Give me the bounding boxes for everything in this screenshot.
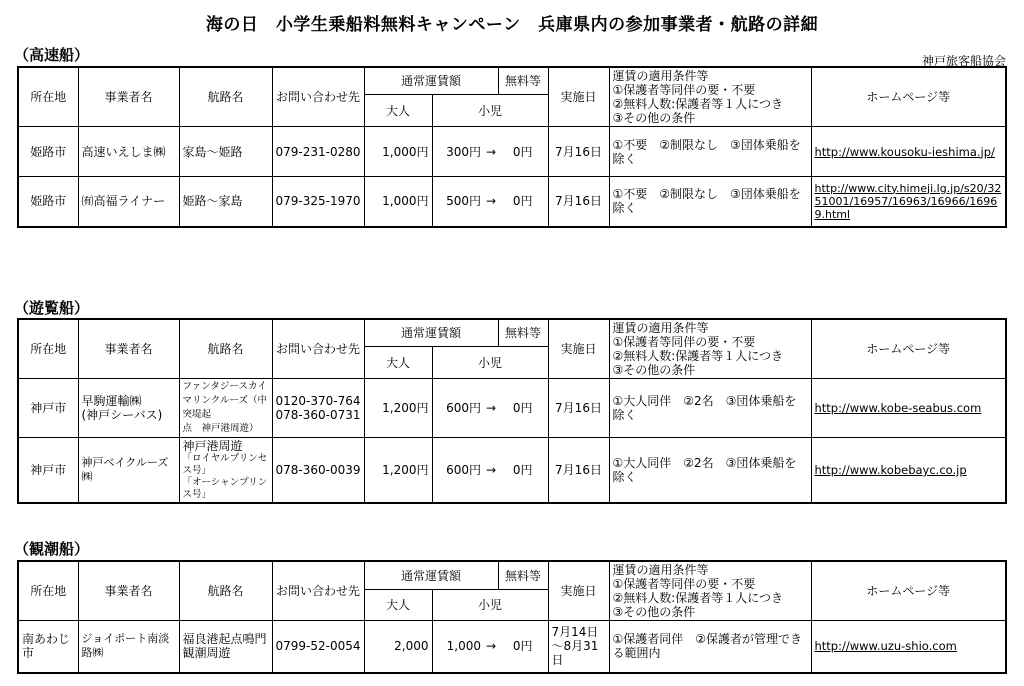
header-conditions-line: ②無料人数:保護者等１人につき	[612, 97, 784, 111]
header-date: 実施日	[548, 561, 609, 621]
header-conditions-line: ①保護者等同伴の要・不要	[612, 335, 756, 349]
cell-route	[179, 438, 272, 504]
header-location: 所在地	[18, 319, 78, 379]
operator-line: 早駒運輸㈱	[81, 394, 142, 408]
header-homepage: ホームページ等	[811, 319, 1006, 379]
cell-free-fare: 0円	[498, 177, 548, 227]
cell-arrow: →	[484, 438, 498, 504]
homepage-link[interactable]: http://www.uzu-shio.com	[811, 621, 1006, 673]
cell-arrow: →	[484, 379, 498, 438]
section-heading-highspeed: （高速船）	[14, 46, 90, 64]
cell-free-fare: 0円	[498, 379, 548, 438]
cell-conditions: ①大人同伴 ②2名 ③団体乗船を除く	[609, 379, 811, 438]
date-line: ～8月31日	[551, 639, 599, 668]
table-row	[18, 621, 1006, 673]
header-location: 所在地	[18, 67, 78, 127]
header-conditions-line: ①保護者等同伴の要・不要	[612, 83, 756, 97]
header-contact: お問い合わせ先	[272, 319, 364, 379]
contact-line: 0120-370-764	[275, 394, 361, 408]
header-conditions	[609, 319, 811, 379]
header-route: 航路名	[179, 67, 272, 127]
cell-conditions: ①不要 ②制限なし ③団体乗船を除く	[609, 127, 811, 177]
route-line: 点 神戸港周遊）	[182, 423, 259, 434]
cell-contact: 079-231-0280	[272, 127, 364, 177]
header-operator: 事業者名	[78, 67, 179, 127]
homepage-link[interactable]: http://www.kobebayc.co.jp	[811, 438, 1006, 504]
header-homepage: ホームページ等	[811, 67, 1006, 127]
table-row	[18, 379, 1006, 438]
fare-table-highspeed	[17, 66, 1007, 228]
cell-child-fare: 600円	[432, 438, 484, 504]
header-conditions-line: 運賃の適用条件等	[612, 563, 709, 577]
header-conditions-line: ②無料人数:保護者等１人につき	[612, 591, 784, 605]
cell-adult-fare: 1,000円	[364, 177, 432, 227]
header-adult: 大人	[364, 347, 432, 379]
route-line: 「オーシャンプリンス号」	[182, 477, 268, 500]
header-child: 小児	[432, 590, 548, 621]
organization-name: 神戸旅客船協会	[921, 54, 1006, 68]
header-free: 無料等	[498, 67, 548, 95]
header-conditions-line: ②無料人数:保護者等１人につき	[612, 349, 784, 363]
header-child: 小児	[432, 95, 548, 127]
header-conditions-line: 運賃の適用条件等	[612, 69, 709, 83]
fare-table-whirlpool	[17, 560, 1007, 674]
header-route: 航路名	[179, 319, 272, 379]
header-conditions	[609, 67, 811, 127]
cell-location: 姫路市	[18, 127, 78, 177]
cell-contact: 079-325-1970	[272, 177, 364, 227]
homepage-link[interactable]: http://www.city.himeji.lg.jp/s20/3251001/16957/16963/16966/16969.html	[811, 177, 1006, 227]
cell-conditions: ①大人同伴 ②2名 ③団体乗船を除く	[609, 438, 811, 504]
header-adult: 大人	[364, 590, 432, 621]
header-operator: 事業者名	[78, 561, 179, 621]
table-row	[18, 127, 1006, 177]
header-normal-fare: 通常運賃額	[364, 319, 498, 347]
route-line: ファンタジースカイマリンクルーズ（中突堤起	[182, 381, 268, 420]
cell-location: 南あわじ市	[18, 621, 78, 673]
cell-operator: ジョイポート南淡路㈱	[78, 621, 179, 673]
cell-operator: 高速いえしま㈱	[78, 127, 179, 177]
cell-location: 神戸市	[18, 438, 78, 504]
cell-route: 福良港起点鳴門観潮周遊	[179, 621, 272, 673]
header-route: 航路名	[179, 561, 272, 621]
header-operator: 事業者名	[78, 319, 179, 379]
date-line: 7月14日	[551, 625, 599, 640]
header-adult: 大人	[364, 95, 432, 127]
route-line: 神戸港周遊	[182, 439, 243, 453]
header-conditions	[609, 561, 811, 621]
header-contact: お問い合わせ先	[272, 561, 364, 621]
cell-contact: 0799-52-0054	[272, 621, 364, 673]
header-child: 小児	[432, 347, 548, 379]
cell-adult-fare: 1,200円	[364, 379, 432, 438]
cell-free-fare: 0円	[498, 621, 548, 673]
header-conditions-line: ③その他の条件	[612, 363, 696, 377]
cell-conditions: ①不要 ②制限なし ③団体乗船を除く	[609, 177, 811, 227]
header-free: 無料等	[498, 561, 548, 590]
cell-adult-fare: 1,200円	[364, 438, 432, 504]
fare-table-sightseeing	[17, 318, 1007, 504]
cell-adult-fare: 1,000円	[364, 127, 432, 177]
table-row	[18, 438, 1006, 504]
cell-free-fare: 0円	[498, 438, 548, 504]
header-conditions-line: 運賃の適用条件等	[612, 321, 709, 335]
homepage-link[interactable]: http://www.kousoku-ieshima.jp/	[811, 127, 1006, 177]
cell-arrow: →	[484, 127, 498, 177]
cell-child-fare: 1,000	[432, 621, 484, 673]
section-heading-whirlpool: （観潮船）	[14, 540, 90, 558]
contact-line: 078-360-0731	[275, 408, 361, 422]
cell-arrow: →	[484, 177, 498, 227]
header-date: 実施日	[548, 319, 609, 379]
header-normal-fare: 通常運賃額	[364, 561, 498, 590]
header-date: 実施日	[548, 67, 609, 127]
header-free: 無料等	[498, 319, 548, 347]
cell-contact	[272, 379, 364, 438]
cell-child-fare: 600円	[432, 379, 484, 438]
cell-date	[548, 621, 609, 673]
cell-location: 姫路市	[18, 177, 78, 227]
table-row	[18, 177, 1006, 227]
header-conditions-line: ③その他の条件	[612, 111, 696, 125]
header-conditions-line: ①保護者等同伴の要・不要	[612, 577, 756, 591]
cell-adult-fare: 2,000	[364, 621, 432, 673]
cell-child-fare: 500円	[432, 177, 484, 227]
header-contact: お問い合わせ先	[272, 67, 364, 127]
operator-line: (神戸シーバス)	[81, 408, 163, 422]
section-heading-sightseeing: （遊覧船）	[14, 299, 90, 317]
cell-free-fare: 0円	[498, 127, 548, 177]
route-line: 「ロイヤルプリンセス号」	[182, 453, 268, 476]
page-title: 海の日 小学生乗船料無料キャンペーン 兵庫県内の参加事業者・航路の詳細	[205, 15, 819, 35]
cell-route: 家島～姫路	[179, 127, 272, 177]
cell-date: 7月16日	[548, 438, 609, 504]
cell-contact: 078-360-0039	[272, 438, 364, 504]
cell-date: 7月16日	[548, 127, 609, 177]
cell-date: 7月16日	[548, 177, 609, 227]
header-location: 所在地	[18, 561, 78, 621]
cell-route: 姫路～家島	[179, 177, 272, 227]
cell-date: 7月16日	[548, 379, 609, 438]
cell-operator	[78, 379, 179, 438]
cell-operator: 神戸ベイクルーズ㈱	[78, 438, 179, 504]
cell-operator: ㈲高福ライナー	[78, 177, 179, 227]
cell-child-fare: 300円	[432, 127, 484, 177]
cell-arrow: →	[484, 621, 498, 673]
cell-route	[179, 379, 272, 438]
cell-conditions: ①保護者同伴 ②保護者が管理できる範囲内	[609, 621, 811, 673]
header-normal-fare: 通常運賃額	[364, 67, 498, 95]
header-homepage: ホームページ等	[811, 561, 1006, 621]
header-conditions-line: ③その他の条件	[612, 605, 696, 619]
homepage-link[interactable]: http://www.kobe-seabus.com	[811, 379, 1006, 438]
cell-location: 神戸市	[18, 379, 78, 438]
